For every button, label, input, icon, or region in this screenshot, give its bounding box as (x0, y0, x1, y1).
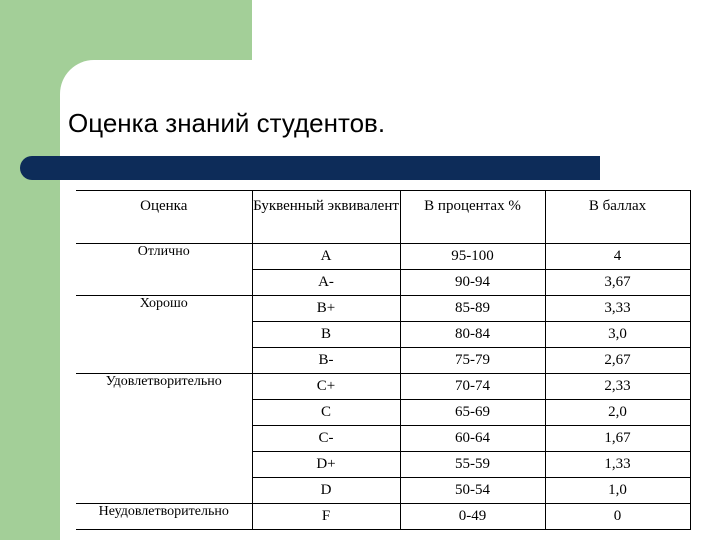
table-row (76, 244, 690, 270)
letter-cell: B+ (252, 296, 400, 322)
header-letter-equivalent: Буквенный эквивалент (252, 191, 400, 244)
header-grade: Оценка (76, 191, 252, 244)
percent-cell: 55-59 (400, 452, 545, 478)
letter-cell: B- (252, 348, 400, 374)
table-row (76, 426, 690, 452)
points-cell: 3,67 (545, 270, 690, 296)
percent-cell: 65-69 (400, 400, 545, 426)
points-cell: 2,33 (545, 374, 690, 400)
percent-cell: 95-100 (400, 244, 545, 270)
points-cell: 1,0 (545, 478, 690, 504)
points-cell: 2,67 (545, 348, 690, 374)
grade-label-empty (76, 400, 252, 426)
grade-label-empty (76, 348, 252, 374)
percent-cell: 90-94 (400, 270, 545, 296)
percent-cell: 60-64 (400, 426, 545, 452)
table-row (76, 478, 690, 504)
points-cell: 0 (545, 504, 690, 530)
table-row (76, 452, 690, 478)
letter-cell: A (252, 244, 400, 270)
percent-cell: 80-84 (400, 322, 545, 348)
grade-label: Неудовлетворительно (76, 504, 252, 530)
grade-label-empty (76, 270, 252, 296)
letter-cell: C+ (252, 374, 400, 400)
table-header-row (76, 191, 690, 244)
header-points: В баллах (545, 191, 690, 244)
table-body (76, 244, 690, 530)
percent-cell: 0-49 (400, 504, 545, 530)
grade-label-empty (76, 452, 252, 478)
letter-cell: C (252, 400, 400, 426)
table-row (76, 270, 690, 296)
letter-cell: B (252, 322, 400, 348)
letter-cell: D (252, 478, 400, 504)
points-cell: 1,33 (545, 452, 690, 478)
table-row (76, 322, 690, 348)
grades-table (76, 190, 691, 530)
percent-cell: 75-79 (400, 348, 545, 374)
points-cell: 1,67 (545, 426, 690, 452)
letter-cell: C- (252, 426, 400, 452)
letter-cell: D+ (252, 452, 400, 478)
table-row (76, 296, 690, 322)
grade-label: Удовлетворительно (76, 374, 252, 400)
grade-label-empty (76, 322, 252, 348)
percent-cell: 85-89 (400, 296, 545, 322)
table-row (76, 374, 690, 400)
title-underline-bar (20, 156, 600, 180)
table-row (76, 504, 690, 530)
header-percent: В процентах % (400, 191, 545, 244)
grade-label-empty (76, 426, 252, 452)
points-cell: 3,33 (545, 296, 690, 322)
letter-cell: A- (252, 270, 400, 296)
letter-cell: F (252, 504, 400, 530)
table-row (76, 400, 690, 426)
table-row (76, 348, 690, 374)
grade-label-empty (76, 478, 252, 504)
percent-cell: 50-54 (400, 478, 545, 504)
points-cell: 4 (545, 244, 690, 270)
slide-title: Оценка знаний студентов. (68, 108, 386, 138)
points-cell: 2,0 (545, 400, 690, 426)
points-cell: 3,0 (545, 322, 690, 348)
percent-cell: 70-74 (400, 374, 545, 400)
grade-label: Отлично (76, 244, 252, 270)
grade-label: Хорошо (76, 296, 252, 322)
